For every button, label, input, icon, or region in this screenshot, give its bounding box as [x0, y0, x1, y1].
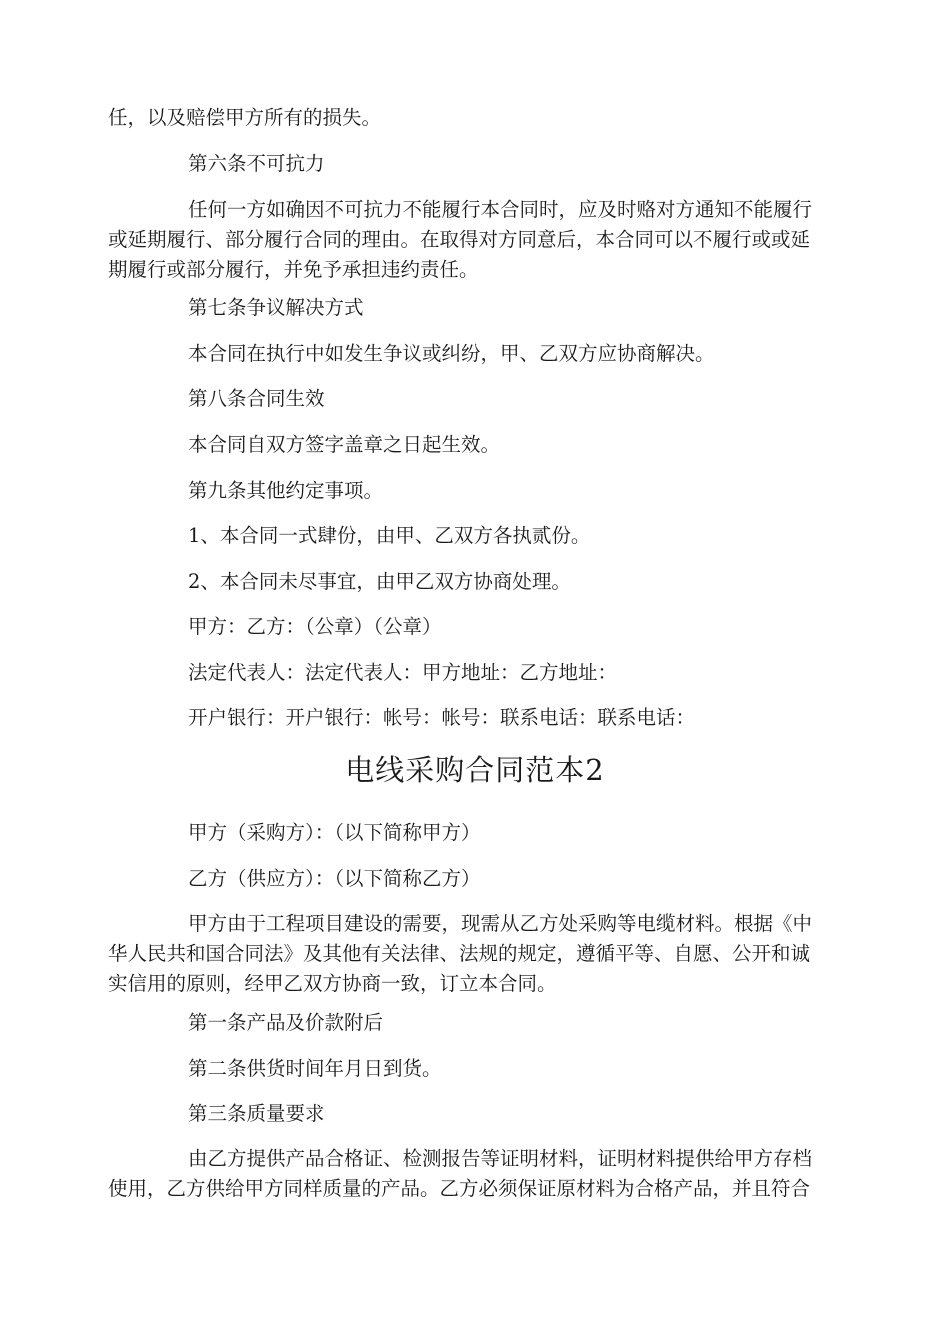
article-9-heading: 第九条其他约定事项。: [188, 479, 384, 502]
article-6-line-1: 任何一方如确因不可抗力不能履行本合同时，应及时赂对方通知不能履行: [188, 198, 813, 221]
article-6-paragraph: [108, 195, 842, 285]
clause-2-heading: 第二条供货时间年月日到货。: [188, 1057, 442, 1080]
clause-3-heading: 第三条质量要求: [188, 1102, 325, 1125]
signature-line-1: 甲方：乙方：（公章）（公章）: [188, 615, 442, 638]
intro-line-2: 华人民共和国合同法》及其他有关法律、法规的规定，遵循平等、自愿、公开和诚: [108, 942, 811, 965]
article-6-line-2: 或延期履行、部分履行合同的理由。在取得对方同意后，本合同可以不履行或或延: [108, 228, 811, 251]
article-6-heading: 第六条不可抗力: [188, 152, 325, 175]
clause-3-line-2: 使用，乙方供给甲方同样质量的产品。乙方必须保证原材料为合格产品，并且符合: [108, 1177, 811, 1200]
clause-3-line-1: 由乙方提供产品合格证、检测报告等证明材料，证明材料提供给甲方存档: [188, 1147, 813, 1170]
clause-3-paragraph: [108, 1144, 842, 1204]
signature-line-3: 开户银行：开户银行：帐号：帐号：联系电话：联系电话：: [188, 706, 696, 729]
article-7-heading: 第七条争议解决方式: [188, 296, 364, 319]
continued-line: 任，以及赔偿甲方所有的损失。: [108, 106, 382, 129]
article-8-heading: 第八条合同生效: [188, 387, 325, 410]
article-7-text: 本合同在执行中如发生争议或纠纷，甲、乙双方应协商解决。: [188, 342, 715, 365]
article-8-text: 本合同自双方签字盖章之日起生效。: [188, 433, 501, 456]
intro-paragraph: [108, 909, 842, 999]
intro-line-1: 甲方由于工程项目建设的需要，现需从乙方处采购等电缆材料。根据《中: [188, 912, 813, 935]
article-9-item-2: 2、本合同未尽事宜，由甲乙双方协商处理。: [188, 570, 571, 593]
clause-1-heading: 第一条产品及价款附后: [188, 1011, 384, 1034]
article-6-line-3: 期履行或部分履行，并免予承担违约责任。: [108, 258, 479, 281]
article-9-item-1: 1、本合同一式肆份，由甲、乙双方各执贰份。: [188, 524, 591, 547]
intro-line-3: 实信用的原则，经甲乙双方协商一致，订立本合同。: [108, 972, 557, 995]
party-b-line: 乙方（供应方）：（以下简称乙方）: [188, 867, 481, 890]
signature-line-2: 法定代表人：法定代表人：甲方地址：乙方地址：: [188, 661, 618, 684]
section-title: 电线采购合同范本2: [345, 753, 605, 787]
party-a-line: 甲方（采购方）：（以下简称甲方）: [188, 821, 481, 844]
